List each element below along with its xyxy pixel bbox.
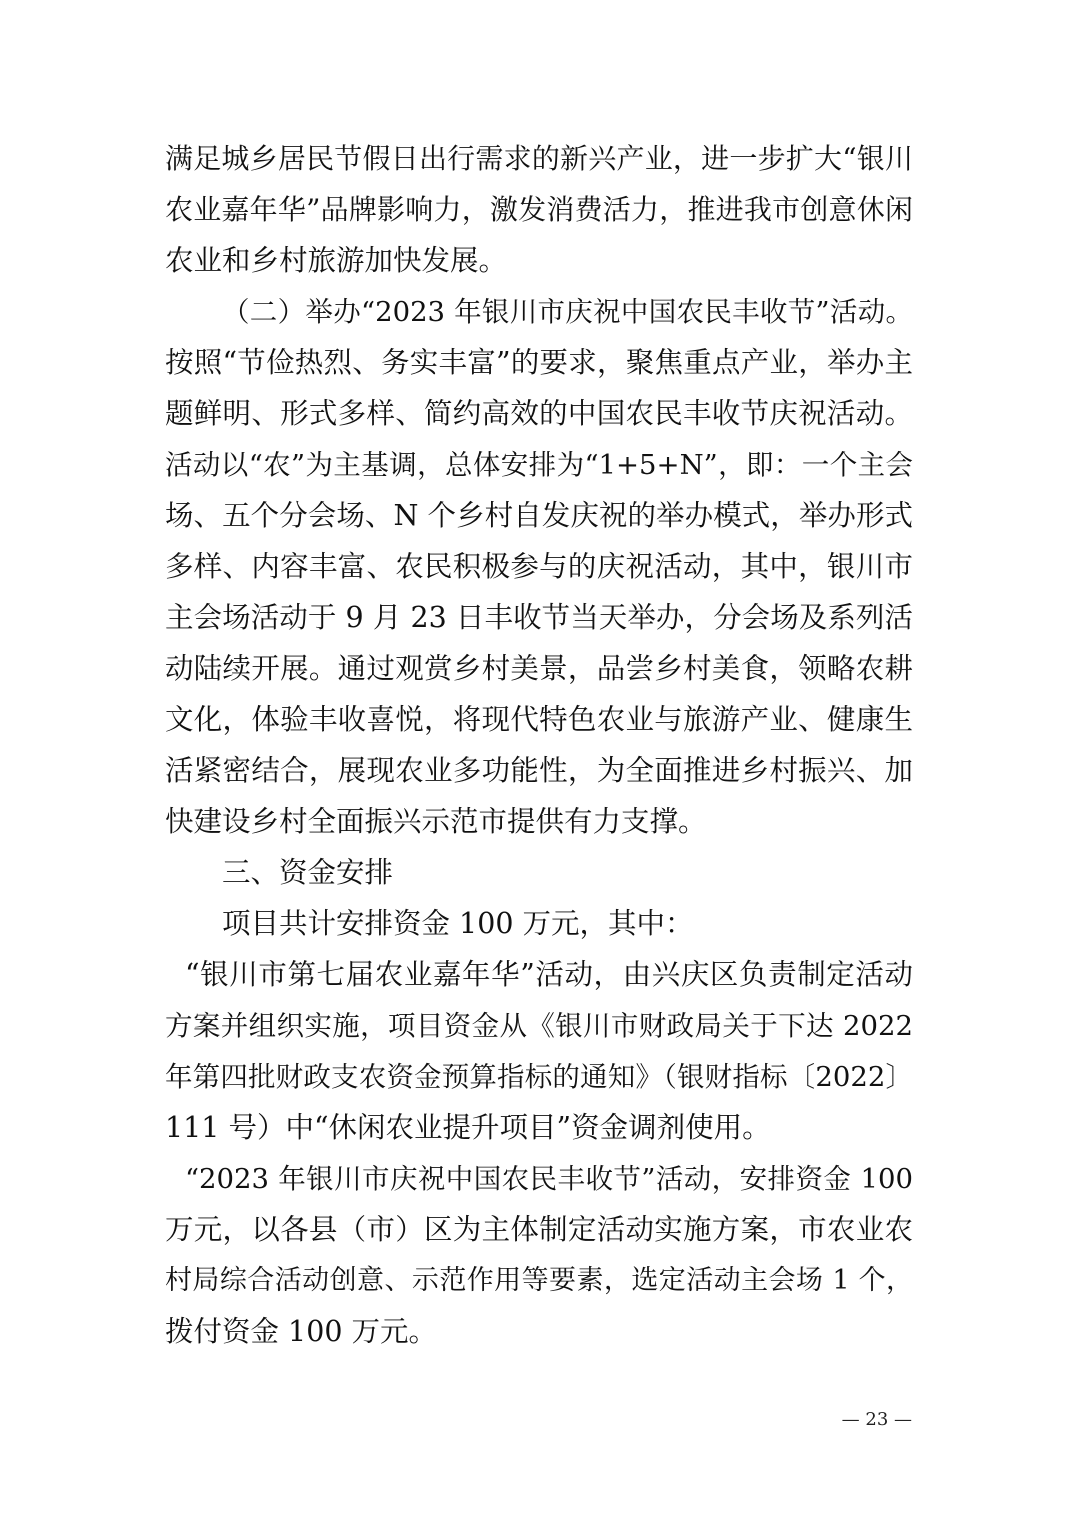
text-line-8: 场、五个分会场、N 个乡村自发庆祝的举办模式，举办形式 xyxy=(165,499,913,532)
section-heading-2: （二）举办“2023 年银川市庆祝中国农民丰收节”活动。 xyxy=(222,296,913,328)
text-line-16: 项目共计安排资金 100 万元，其中： xyxy=(222,907,694,940)
text-line-10: 主会场活动于 9 月 23 日丰收节当天举办，分会场及系列活 xyxy=(165,601,913,634)
text-line-24: 拨付资金 100 万元。 xyxy=(165,1315,438,1348)
text-line-21: “2023 年银川市庆祝中国农民丰收节”活动，安排资金 100 xyxy=(185,1163,913,1195)
text-line-2: 农业嘉年华”品牌影响力，激发消费活力，推进我市创意休闲 xyxy=(165,193,913,226)
text-line-20: 111 号）中“休闲农业提升项目”资金调剂使用。 xyxy=(165,1111,771,1144)
text-line-23: 村局综合活动创意、示范作用等要素，选定活动主会场 1 个， xyxy=(165,1265,913,1296)
text-line-9: 多样、内容丰富、农民积极参与的庆祝活动，其中，银川市 xyxy=(165,550,913,583)
text-line-13: 活紧密结合，展现农业多功能性，为全面推进乡村振兴、加 xyxy=(165,754,913,787)
text-line-18: 方案并组织实施，项目资金从《银川市财政局关于下达 2022 xyxy=(165,1010,913,1042)
text-line-1: 满足城乡居民节假日出行需求的新兴产业，进一步扩大“银川 xyxy=(165,142,913,175)
section-heading-3: 三、资金安排 xyxy=(222,856,394,889)
text-line-6: 题鲜明、形式多样、简约高效的中国农民丰收节庆祝活动。 xyxy=(165,397,913,430)
text-line-19: 年第四批财政支农资金预算指标的通知》（银财指标〔2022〕 xyxy=(165,1061,913,1093)
text-line-11: 动陆续开展。通过观赏乡村美景，品尝乡村美食，领略农耕 xyxy=(165,652,913,685)
text-line-7: 活动以“农”为主基调，总体安排为“1+5+N”，即：一个主会 xyxy=(165,449,913,481)
text-line-14: 快建设乡村全面振兴示范市提供有力支撑。 xyxy=(165,805,707,838)
text-line-5: 按照“节俭热烈、务实丰富”的要求，聚焦重点产业，举办主 xyxy=(165,346,913,379)
page-number: — 23 — xyxy=(841,1409,912,1430)
text-line-17: “银川市第七届农业嘉年华”活动，由兴庆区负责制定活动 xyxy=(185,958,913,991)
text-line-12: 文化，体验丰收喜悦，将现代特色农业与旅游产业、健康生 xyxy=(165,703,913,736)
text-line-22: 万元，以各县（市）区为主体制定活动实施方案，市农业农 xyxy=(165,1213,913,1246)
text-line-3: 农业和乡村旅游加快发展。 xyxy=(165,244,508,277)
